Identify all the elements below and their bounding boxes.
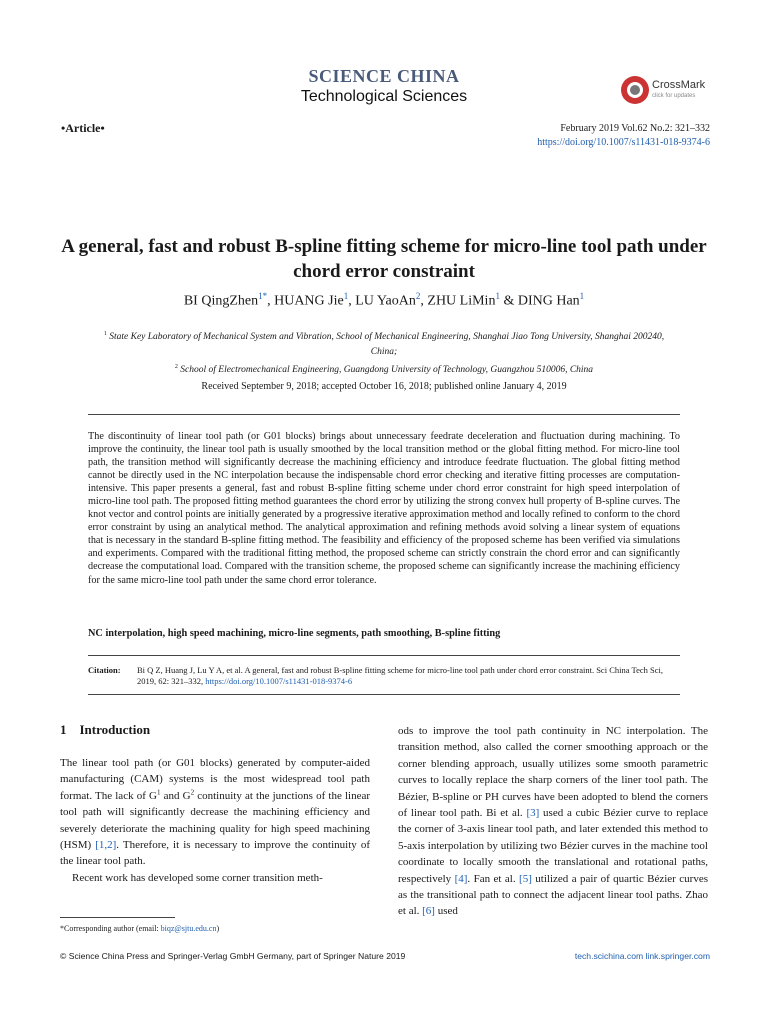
crossmark-icon bbox=[621, 76, 649, 104]
footnote-divider bbox=[60, 917, 175, 918]
corresponding-author-note: *Corresponding author (email: biqz@sjtu.edu.cn) bbox=[60, 924, 220, 933]
footer-links[interactable]: tech.scichina.com link.springer.com bbox=[574, 951, 710, 961]
affiliations bbox=[90, 327, 678, 378]
citation-text: Bi Q Z, Huang J, Lu Y A, et al. A general, fast and robust B-spline fitting scheme for micro-line tool path under chord error constraint. Sci China Tech Sci, 2019, 62: 321–332, https://doi.org/10.1007/s11431-018-9374-6 bbox=[137, 665, 663, 686]
author-name: HUANG Jie bbox=[274, 293, 344, 309]
affiliation-2: $^2$ School of Electromechanical Engineering, Guangdong University of Technology, Guangzhou 510006, China bbox=[174, 364, 594, 376]
intro-paragraph-1: The linear tool path (or G01 blocks) generated by computer-aided manufacturing (CAM) systems is the most widespread tool path format. The lack of $G^1$ and $G^2$ continuity at the junctions of the linear tool path will significantly decrease the machining efficiency and severely deteriorate the machining quality for high speed machining (HSM) [1,2]. Therefore, it is necessary to improve the continuity of the linear tool path. bbox=[60, 757, 371, 868]
author-list: BI QingZhen$^{1*}$, HUANG Jie$^1$, LU YaoAn$^2$, ZHU LiMin$^1$ & DING Han$^1$ bbox=[183, 291, 585, 309]
journal-subtitle: Technological Sciences bbox=[300, 88, 468, 105]
affiliation-1: $^1$ State Key Laboratory of Mechanical System and Vibration, School of Mechanical Engineering, Shanghai Jiao Tong University, Shanghai 200240, China; bbox=[103, 331, 665, 358]
citation-label: Citation: bbox=[88, 665, 121, 675]
right-column bbox=[398, 723, 708, 920]
article-type: •Article• bbox=[61, 121, 105, 135]
author-name: LU YaoAn bbox=[355, 293, 416, 309]
divider-mid bbox=[88, 655, 680, 656]
author-affil-mark: 1* bbox=[258, 291, 268, 301]
crossmark-label: CrossMark bbox=[652, 79, 706, 91]
section-heading: 1 Introduction bbox=[60, 722, 151, 737]
abstract-text: The discontinuity of linear tool path (or G01 blocks) brings about unnecessary feedrate deceleration and fluctuation during machining. To improve the continuity, the linear tool path is usually smoothed by the local transition method or the global fitting method. For micro-line tool path, the transition method will significantly decrease the machining efficiency and introduce feedrate fluctuation. The global fitting method cannot be directly used in the NC interpolation because the indispensable chord error checking and iterative fitting processes are computation-intensive. This paper presents a general, fast and robust B-spline fitting scheme under chord error constraint for high speed interpolation of micro-line tool path. The proposed fitting method guarantees the chord error by utilizing the strong convex hull property of B-spline curves. The knot vector and control points are initially generated by a progressive iterative approximation method and locally refined to conform to the chord error constraint by using an analytical method. The analytical approximation and refining methods avoid solving a linear system of equations that is necessary in the standard B-spline fitting method. The feasibility and efficiency of the proposed scheme has been verified via simulations and experiments. Compared with the traditional fitting method, the proposed scheme can strictly constrain the chord error and can significantly decrease the computational load. Compared with the transition scheme, the proposed scheme can significantly increase the machining efficiency for the same micro-line tool path under the same chord error tolerance. bbox=[88, 431, 680, 586]
author-affil-mark: 2 bbox=[415, 291, 421, 301]
doi-link[interactable]: https://doi.org/10.1007/s11431-018-9374-6 bbox=[537, 137, 710, 148]
copyright-notice: © Science China Press and Springer-Verlag GmbH Germany, part of Springer Nature 2019 bbox=[60, 951, 406, 961]
crossmark-sublabel: click for updates bbox=[652, 93, 696, 99]
keywords: NC interpolation, high speed machining, micro-line segments, path smoothing, B-spline fitting bbox=[88, 628, 501, 639]
left-column bbox=[60, 755, 370, 886]
reference-link[interactable]: [1,2] bbox=[95, 839, 117, 852]
reference-link[interactable]: [5] bbox=[519, 872, 532, 885]
author-name: BI QingZhen bbox=[183, 293, 259, 309]
paper-title: A general, fast and robust B-spline fitting scheme for micro-line tool path under chord error constraint bbox=[61, 236, 707, 282]
intro-paragraph-continued: ods to improve the tool path continuity in NC interpolation. The transition method, also called the corner smoothing approach or the corner blending approach, usually utilizes some smooth parametric curves to locally replace the sharp corners of the liner tool path. The Bézier, B-spline or PH curves have been adopted to blend the corners of linear tool path. Bi et al. [3] used a cubic Bézier curve to replace the corner of 3-axis linear tool path, and later extended this method to 5-axis interpolation by utilizing two Bézier curves in the machine tool coordinate to locally smooth the translational and rotational paths, respectively [4]. Fan et al. [5] utilized a pair of quartic Bézier curves as the transitional path to connect the adjacent linear tool paths. Zhao et al. [6] used bbox=[398, 725, 708, 918]
citation-doi-link[interactable]: https://doi.org/10.1007/s11431-018-9374-6 bbox=[205, 676, 353, 686]
journal-name: SCIENCE CHINA bbox=[308, 66, 460, 86]
reference-link[interactable]: [4] bbox=[454, 872, 468, 885]
author-affil-mark: 1 bbox=[579, 291, 585, 301]
author-name: DING Han bbox=[517, 293, 580, 309]
author-name: ZHU LiMin bbox=[427, 293, 496, 309]
reference-link[interactable]: [3] bbox=[526, 807, 540, 820]
divider-bottom bbox=[88, 694, 680, 695]
crossmark-badge[interactable] bbox=[621, 76, 721, 106]
divider-top bbox=[88, 414, 680, 415]
issue-info: February 2019 Vol.62 No.2: 321–332 bbox=[560, 123, 710, 134]
reference-link[interactable]: [6] bbox=[422, 905, 435, 918]
email-link[interactable]: biqz@sjtu.edu.cn bbox=[160, 924, 217, 933]
author-affil-mark: 1 bbox=[495, 291, 500, 301]
intro-paragraph-2: Recent work has developed some corner transition meth- bbox=[72, 871, 323, 884]
received-dates: Received September 9, 2018; accepted October 16, 2018; published online January 4, 2019 bbox=[201, 381, 567, 392]
author-affil-mark: 1 bbox=[343, 291, 349, 301]
